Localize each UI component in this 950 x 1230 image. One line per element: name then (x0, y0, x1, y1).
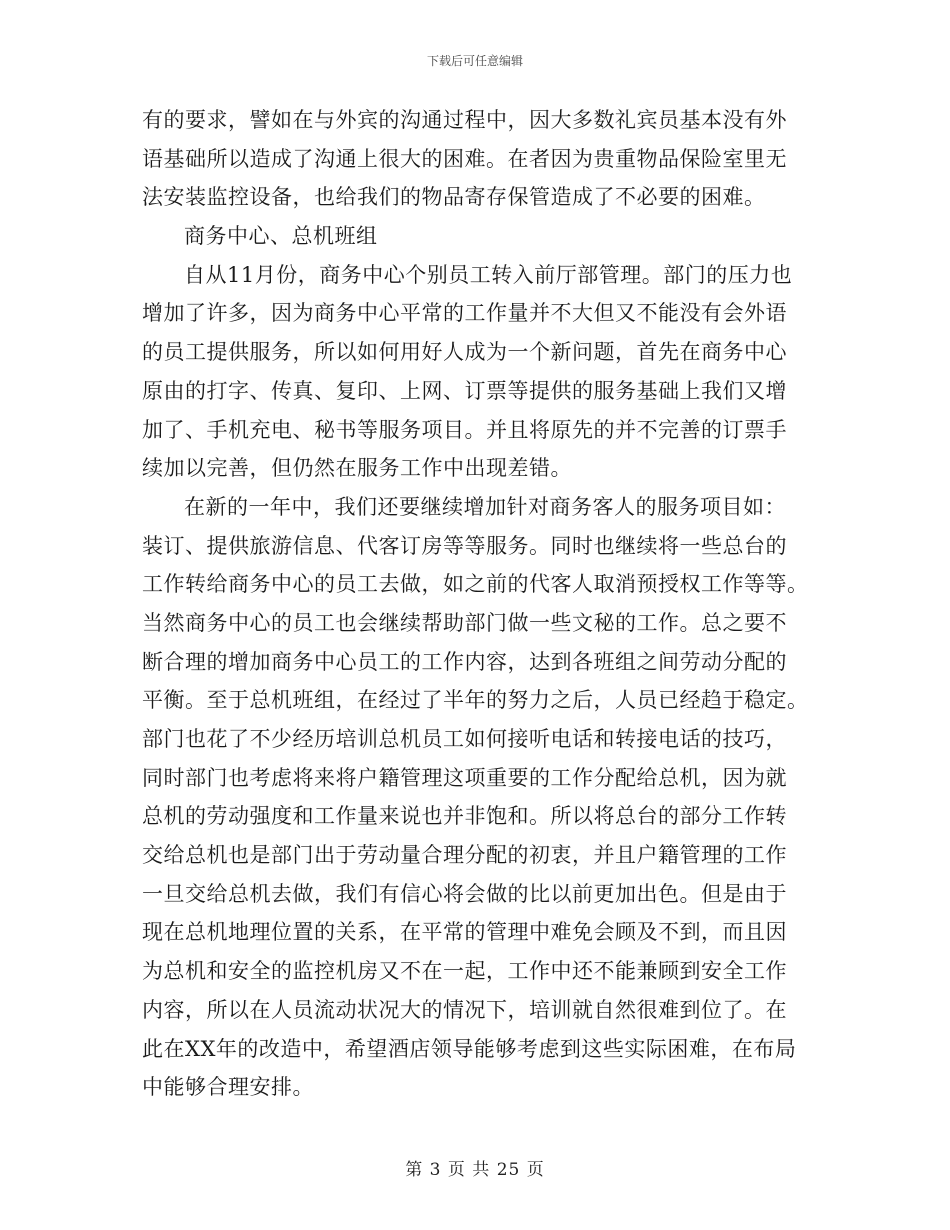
text-line: 当然商务中心的员工也会继续帮助部门做一些文秘的工作。总之要不 (142, 610, 787, 635)
text-line: 总机的劳动强度和工作量来说也并非饱和。所以将总台的部分工作转 (142, 804, 787, 829)
document-body (142, 101, 808, 1107)
text-line: 为总机和安全的监控机房又不在一起，工作中还不能兼顾到安全工作 (142, 959, 787, 984)
text-line: 加了、手机充电、秘书等服务项目。并且将原先的并不完善的订票手 (142, 417, 787, 442)
text-line: 交给总机也是部门出于劳动量合理分配的初衷，并且户籍管理的工作 (142, 843, 787, 868)
paragraph-start-line: 在新的一年中，我们还要继续增加针对商务客人的服务项目如： (184, 494, 786, 519)
paragraph-start-line: 商务中心、总机班组 (184, 224, 378, 249)
text-line: 现在总机地理位置的关系，在平常的管理中难免会顾及不到，而且因 (142, 920, 787, 945)
text-line: 断合理的增加商务中心员工的工作内容，达到各班组之间劳动分配的 (142, 649, 787, 674)
text-line: 此在XX年的改造中，希望酒店领导能够考虑到这些实际困难，在布局 (142, 1036, 797, 1061)
text-line: 的员工提供服务，所以如何用好人成为一个新问题，首先在商务中心 (142, 340, 787, 365)
text-line: 语基础所以造成了沟通上很大的困难。在者因为贵重物品保险室里无 (142, 146, 787, 171)
paragraph-start-line: 自从11月份，商务中心个别员工转入前厅部管理。部门的压力也 (184, 262, 793, 287)
text-line: 增加了许多，因为商务中心平常的工作量并不大但又不能没有会外语 (142, 301, 787, 326)
text-line: 平衡。至于总机班组，在经过了半年的努力之后，人员已经趋于稳定。 (142, 688, 808, 713)
text-line: 内容，所以在人员流动状况大的情况下，培训就自然很难到位了。在 (142, 997, 787, 1022)
text-line: 装订、提供旅游信息、代客订房等等服务。同时也继续将一些总台的 (142, 533, 787, 558)
text-line: 有的要求，譬如在与外宾的沟通过程中，因大多数礼宾员基本没有外 (142, 108, 787, 132)
text-line: 部门也花了不少经历培训总机员工如何接听电话和转接电话的技巧， (142, 727, 787, 751)
text-line: 原由的打字、传真、复印、上网、订票等提供的服务基础上我们又增 (142, 378, 787, 403)
text-line: 工作转给商务中心的员工去做，如之前的代客人取消预授权工作等等。 (142, 572, 808, 597)
text-line: 法安装监控设备，也给我们的物品寄存保管造成了不必要的困难。 (142, 185, 766, 210)
text-line: 中能够合理安排。 (142, 1075, 314, 1100)
page-header: 下载后可任意编辑 (426, 54, 523, 68)
text-line: 一旦交给总机去做，我们有信心将会做的比以前更加出色。但是由于 (142, 881, 787, 906)
page-footer: 第 3 页 共 25 页 (405, 1160, 545, 1180)
text-line: 同时部门也考虑将来将户籍管理这项重要的工作分配给总机，因为就 (142, 765, 787, 790)
text-line: 续加以完善，但仍然在服务工作中出现差错。 (142, 456, 572, 481)
